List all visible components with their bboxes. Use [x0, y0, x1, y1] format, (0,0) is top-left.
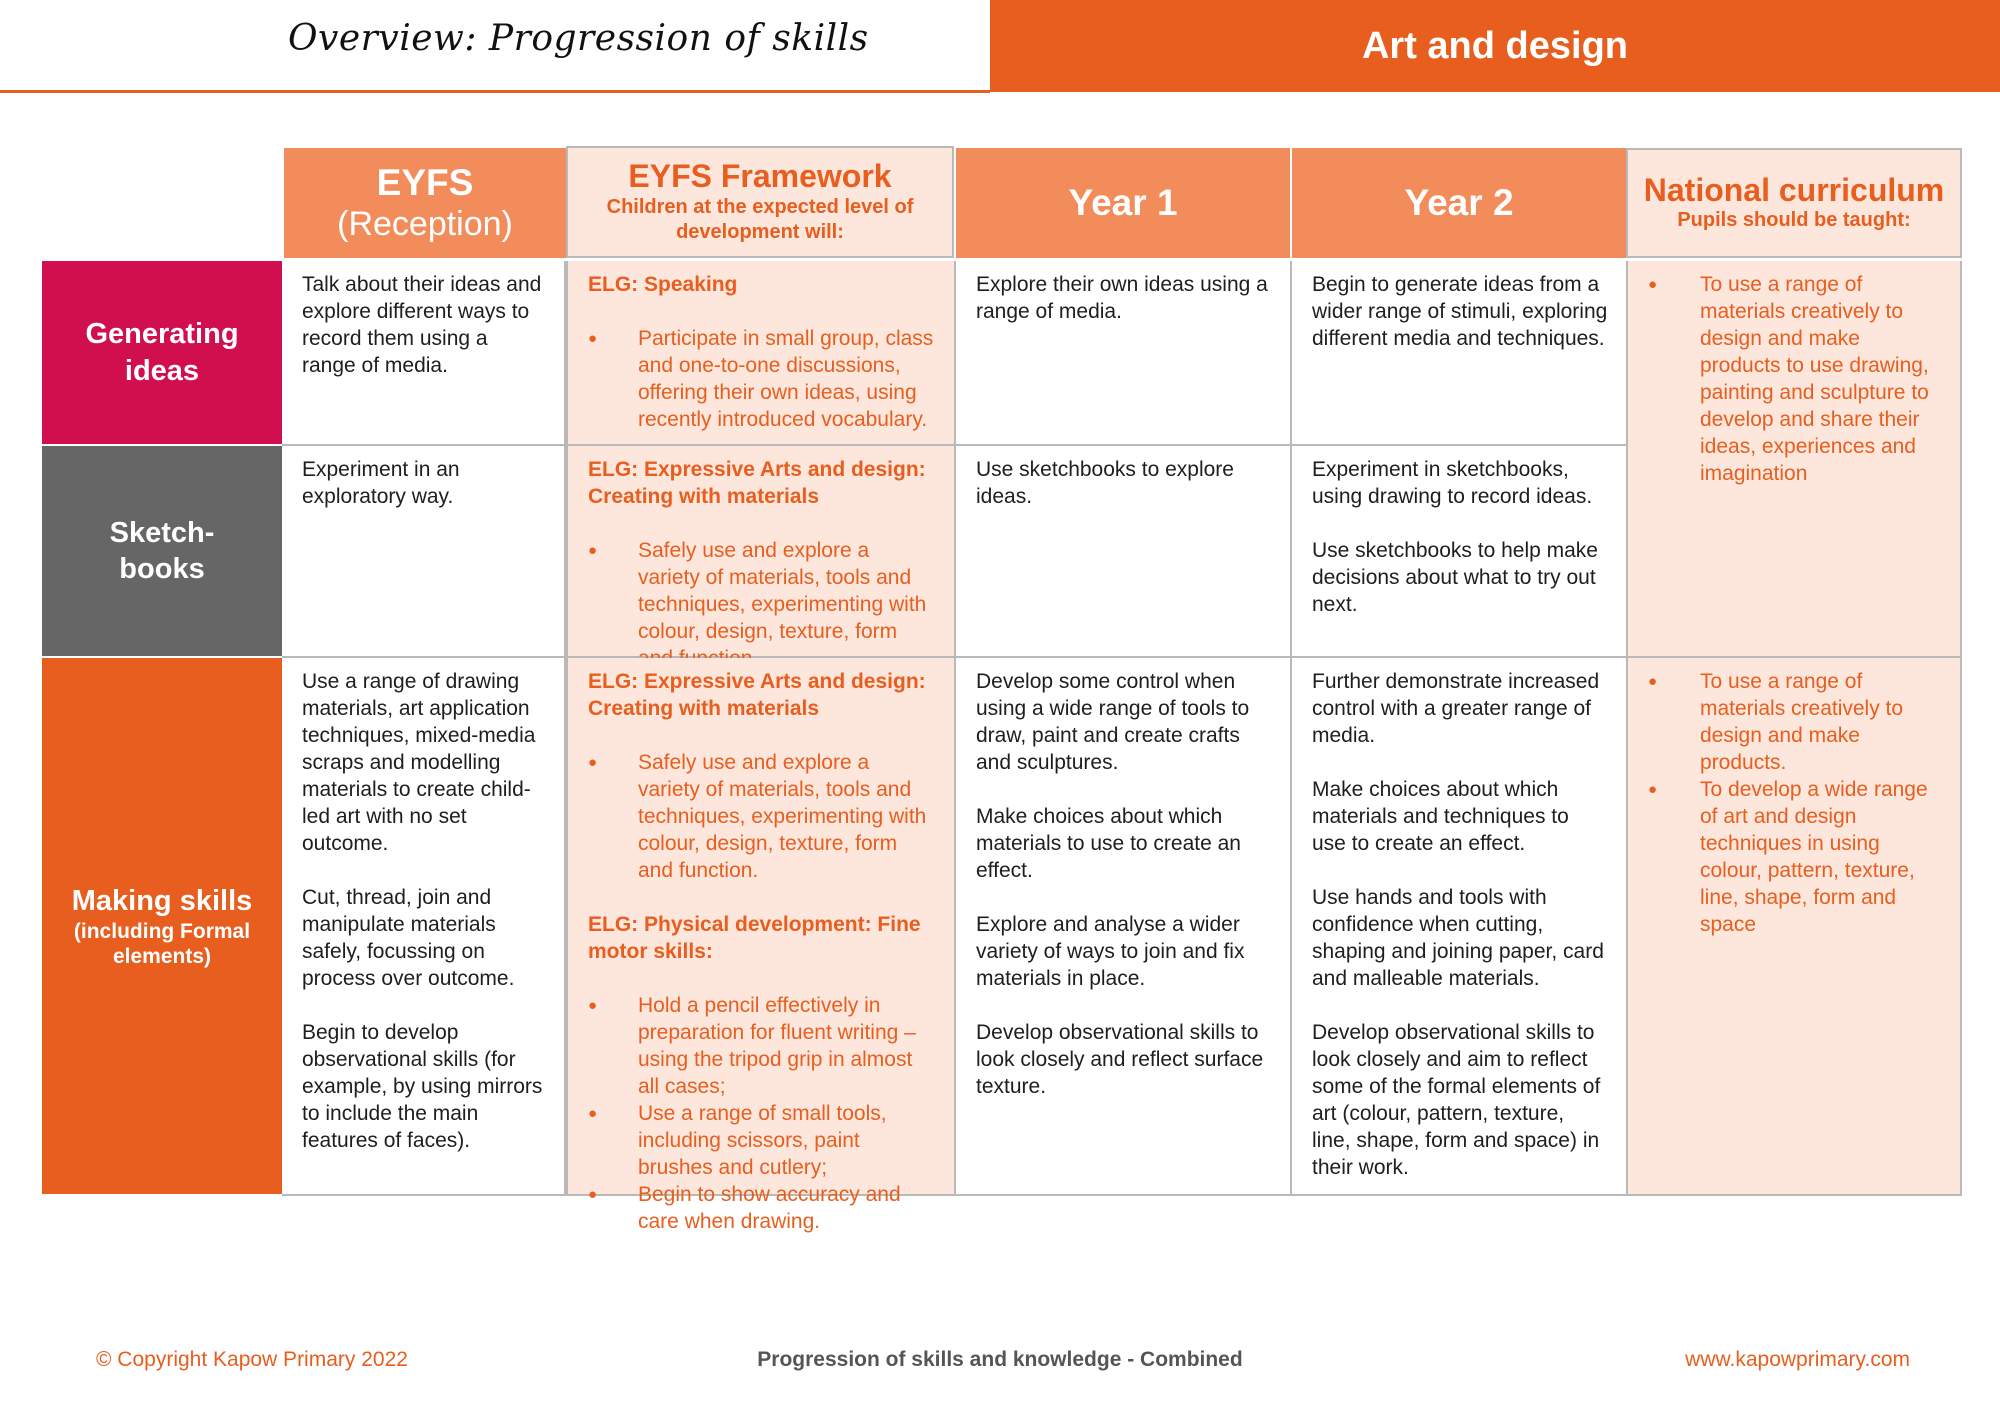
bullet-item: ● Participate in small group, class and one-to-one discussions, offering their own ideas, using recently introduced vocabulary.	[588, 325, 936, 433]
row-title: Sketch-books	[109, 516, 215, 585]
bullet-list	[1648, 668, 1942, 938]
column-title: Year 1	[1068, 181, 1178, 223]
header-left-panel	[0, 0, 990, 93]
column-title: EYFS	[376, 162, 474, 204]
column-subtitle: Pupils should be taught:	[1677, 209, 1911, 232]
cell-text: Explore and analyse a wider variety of ways to join and fix materials in place.	[976, 913, 1245, 990]
footer-document-title: Progression of skills and knowledge - Combined	[757, 1348, 1243, 1371]
cell-text: Make choices about which materials and techniques to use to create an effect.	[1312, 778, 1569, 855]
bullet-item: ● To use a range of materials creatively to design and make products to use drawing, painting and sculpture to develop and share their ideas, experiences and imagination	[1648, 271, 1942, 487]
bullet-list	[1648, 271, 1942, 487]
cell-national-ideas-sketchbooks	[1626, 261, 1962, 658]
bullet-item: ● Safely use and explore a variety of materials, tools and techniques, experimenting with colour, design, texture, form and function.	[588, 749, 936, 884]
row-subtitle: (including Formal elements)	[73, 919, 251, 969]
elg-heading: ELG: Speaking	[588, 273, 738, 296]
column-title: Year 2	[1404, 181, 1514, 223]
bullet-item: ● Hold a pencil effectively in preparation for fluent writing – using the tripod grip in almost all cases;	[588, 992, 936, 1100]
bullet-item: ● To develop a wide range of art and design techniques in using colour, pattern, texture, line, shape, form and space	[1648, 776, 1942, 938]
cell-text: Develop observational skills to look closely and aim to reflect some of the formal elements of art (colour, pattern, texture, line, shape, form and space) in their work.	[1312, 1021, 1601, 1179]
cell-generating-year2	[1292, 261, 1628, 446]
cell-generating-eyfs	[282, 261, 566, 446]
cell-making-framework	[566, 658, 956, 1233]
cell-making-eyfs	[282, 658, 566, 1196]
page-title: Overview: Progression of skills	[288, 18, 869, 59]
column-header-eyfs	[284, 148, 566, 258]
cell-text: Experiment in sketchbooks, using drawing to record ideas.	[1312, 458, 1593, 508]
cell-generating-year1	[956, 261, 1292, 446]
column-title: EYFS Framework	[628, 158, 892, 195]
column-title: National curriculum	[1643, 171, 1945, 208]
cell-text: Cut, thread, join and manipulate materials safely, focussing on process over outcome.	[302, 886, 515, 990]
cell-text: Talk about their ideas and explore different ways to record them using a range of media.	[302, 273, 542, 377]
column-header-year2	[1292, 148, 1626, 258]
cell-sketchbooks-framework	[566, 446, 956, 658]
copyright-text: © Copyright Kapow Primary 2022	[96, 1348, 408, 1371]
column-header-year1	[956, 148, 1290, 258]
cell-text: Use sketchbooks to help make decisions about what to try out next.	[1312, 539, 1598, 616]
cell-generating-framework	[566, 261, 956, 446]
cell-sketchbooks-eyfs	[282, 446, 566, 658]
cell-text: Begin to develop observational skills (for example, by using mirrors to include the main features of faces).	[302, 1021, 543, 1152]
elg-heading: ELG: Expressive Arts and design: Creating with materials	[588, 458, 926, 508]
row-title: Generating ideas	[85, 318, 239, 387]
cell-text: Further demonstrate increased control with a greater range of media.	[1312, 670, 1600, 747]
cell-text: Experiment in an exploratory way.	[302, 458, 460, 508]
elg-heading: ELG: Physical development: Fine motor skills:	[588, 913, 921, 963]
cell-text: Develop some control when using a wide range of tools to draw, paint and create crafts and sculptures.	[976, 670, 1250, 774]
bullet-list	[588, 749, 936, 884]
cell-text: Use a range of drawing materials, art application techniques, mixed-media scraps and modelling materials to create child-led art with no set outcome.	[302, 670, 536, 855]
cell-national-making	[1626, 658, 1962, 1196]
bullet-item: ● Begin to show accuracy and care when drawing.	[588, 1181, 936, 1235]
row-title: Making skills	[71, 884, 253, 917]
column-header-framework	[566, 146, 954, 258]
bullet-list	[588, 992, 936, 1235]
cell-text: Make choices about which materials to use to create an effect.	[976, 805, 1241, 882]
cell-sketchbooks-year2	[1292, 446, 1628, 658]
bullet-item: ● To use a range of materials creatively to design and make products.	[1648, 668, 1942, 776]
row-label-sketchbooks	[42, 446, 282, 656]
bullet-item: ● Use a range of small tools, including scissors, paint brushes and cutlery;	[588, 1100, 936, 1181]
bullet-list	[588, 325, 936, 433]
cell-making-year1	[956, 658, 1292, 1196]
bullet-item: ● Safely use and explore a variety of materials, tools and techniques, experimenting with colour, design, texture, form	[588, 537, 936, 672]
cell-text: Begin to generate ideas from a wider range of stimuli, exploring different media and techniques.	[1312, 273, 1608, 350]
cell-text: Use hands and tools with confidence when cutting, shaping and joining paper, card and malleable materials.	[1312, 886, 1604, 990]
row-label-generating-ideas	[42, 261, 282, 444]
header-subject-panel	[990, 0, 2000, 92]
column-subtitle: Children at the expected level of development will:	[606, 195, 914, 243]
cell-sketchbooks-year1	[956, 446, 1292, 658]
cell-making-year2	[1292, 658, 1628, 1196]
cell-text: Develop observational skills to look closely and reflect surface texture.	[976, 1021, 1264, 1098]
row-label-making-skills	[42, 658, 282, 1194]
elg-heading: ELG: Expressive Arts and design: Creating with materials	[588, 670, 926, 720]
column-header-national-curriculum	[1626, 148, 1962, 258]
subject-title: Art and design	[1361, 24, 1629, 67]
cell-text: Use sketchbooks to explore ideas.	[976, 458, 1234, 508]
column-subtitle: (Reception)	[337, 204, 513, 243]
bullet-list	[588, 537, 936, 672]
cell-text: Explore their own ideas using a range of media.	[976, 273, 1268, 323]
website-link[interactable]: www.kapowprimary.com	[1685, 1348, 1910, 1371]
